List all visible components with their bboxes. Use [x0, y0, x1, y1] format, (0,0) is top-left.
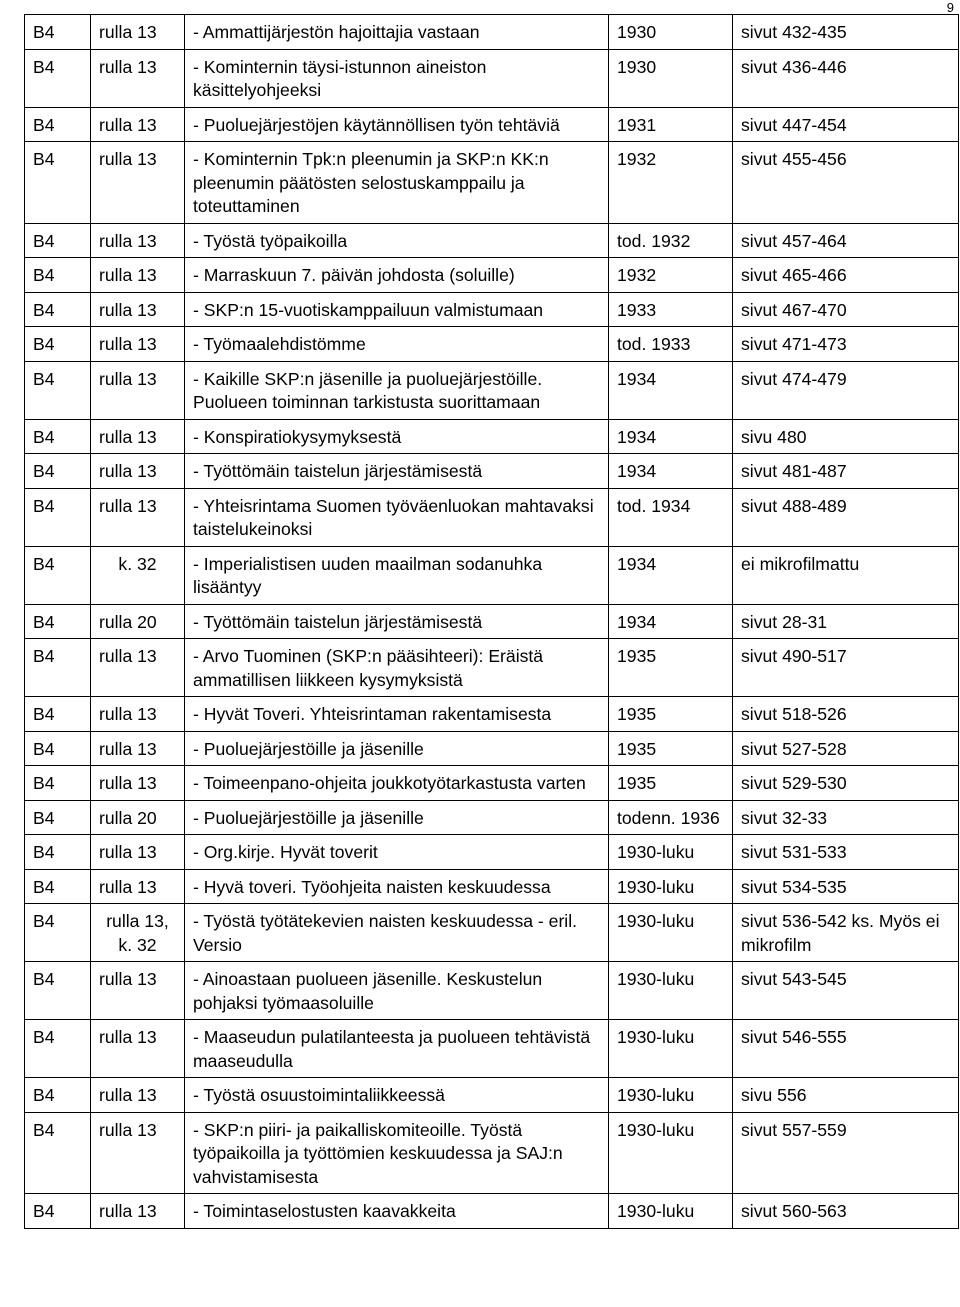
pages-cell: sivut 527-528: [733, 731, 959, 766]
table-row: [25, 419, 959, 454]
title-cell: - Imperialistisen uuden maailman sodanuhka lisääntyy: [185, 546, 609, 604]
year-cell: 1934: [609, 546, 733, 604]
table-row: [25, 361, 959, 419]
box-cell: B4: [25, 604, 91, 639]
reel-cell: rulla 13: [91, 361, 185, 419]
reel-cell: rulla 13: [91, 292, 185, 327]
title-cell: - Kominternin Tpk:n pleenumin ja SKP:n KK:n pleenumin päätösten selostuskamppailu ja toteuttaminen: [185, 142, 609, 224]
table-row: [25, 904, 959, 962]
box-cell: B4: [25, 258, 91, 293]
pages-cell: sivut 518-526: [733, 697, 959, 732]
title-cell: - Työttömäin taistelun järjestämisestä: [185, 454, 609, 489]
pages-cell: sivu 556: [733, 1078, 959, 1113]
year-cell: 1932: [609, 142, 733, 224]
table-row: [25, 766, 959, 801]
box-cell: B4: [25, 488, 91, 546]
year-cell: 1930-luku: [609, 1078, 733, 1113]
table-row: [25, 142, 959, 224]
title-cell: - SKP:n piiri- ja paikalliskomiteoille. Työstä työpaikoilla ja työttömien keskuudessa ja SAJ:n vahvistamisesta: [185, 1112, 609, 1194]
box-cell: B4: [25, 962, 91, 1020]
year-cell: 1930-luku: [609, 869, 733, 904]
year-cell: 1934: [609, 361, 733, 419]
reel-cell: rulla 13: [91, 766, 185, 801]
pages-cell: sivut 534-535: [733, 869, 959, 904]
pages-cell: sivut 447-454: [733, 107, 959, 142]
year-cell: 1933: [609, 292, 733, 327]
table-row: [25, 107, 959, 142]
table-row: [25, 1078, 959, 1113]
pages-cell: sivut 543-545: [733, 962, 959, 1020]
box-cell: B4: [25, 731, 91, 766]
table-row: [25, 697, 959, 732]
year-cell: 1930: [609, 15, 733, 50]
table-row: [25, 1112, 959, 1194]
year-cell: 1931: [609, 107, 733, 142]
reel-cell: rulla 13: [91, 258, 185, 293]
table-row: [25, 1020, 959, 1078]
box-cell: B4: [25, 904, 91, 962]
reel-cell: rulla 13: [91, 327, 185, 362]
pages-cell: sivut 536-542 ks. Myös ei mikrofilm: [733, 904, 959, 962]
pages-cell: sivut 560-563: [733, 1194, 959, 1229]
pages-cell: sivut 455-456: [733, 142, 959, 224]
box-cell: B4: [25, 1078, 91, 1113]
year-cell: 1935: [609, 766, 733, 801]
pages-cell: sivu 480: [733, 419, 959, 454]
table-row: [25, 49, 959, 107]
box-cell: B4: [25, 142, 91, 224]
table-row: [25, 962, 959, 1020]
table-row: [25, 223, 959, 258]
table-row: [25, 546, 959, 604]
reel-cell: rulla 13: [91, 869, 185, 904]
title-cell: - Arvo Tuominen (SKP:n pääsihteeri): Eräistä ammatillisen liikkeen kysymyksistä: [185, 639, 609, 697]
box-cell: B4: [25, 1112, 91, 1194]
reel-cell: rulla 20: [91, 800, 185, 835]
table-row: [25, 869, 959, 904]
year-cell: 1930-luku: [609, 1194, 733, 1229]
box-cell: B4: [25, 292, 91, 327]
table-row: [25, 454, 959, 489]
pages-cell: sivut 465-466: [733, 258, 959, 293]
title-cell: - Puoluejärjestöille ja jäsenille: [185, 731, 609, 766]
pages-cell: sivut 531-533: [733, 835, 959, 870]
reel-cell: rulla 13, k. 32: [91, 904, 185, 962]
title-cell: - Org.kirje. Hyvät toverit: [185, 835, 609, 870]
reel-cell: rulla 13: [91, 1112, 185, 1194]
box-cell: B4: [25, 546, 91, 604]
page-number: 9: [946, 0, 954, 15]
table-row: [25, 639, 959, 697]
year-cell: 1930-luku: [609, 1020, 733, 1078]
reel-cell: rulla 13: [91, 1194, 185, 1229]
reel-cell: k. 32: [91, 546, 185, 604]
reel-cell: rulla 13: [91, 419, 185, 454]
pages-cell: sivut 474-479: [733, 361, 959, 419]
year-cell: 1934: [609, 604, 733, 639]
title-cell: - Ammattijärjestön hajoittajia vastaan: [185, 15, 609, 50]
table-row: [25, 1194, 959, 1229]
title-cell: - SKP:n 15-vuotiskamppailuun valmistumaan: [185, 292, 609, 327]
pages-cell: sivut 471-473: [733, 327, 959, 362]
table-row: [25, 835, 959, 870]
reel-cell: rulla 13: [91, 15, 185, 50]
box-cell: B4: [25, 223, 91, 258]
title-cell: - Hyvä toveri. Työohjeita naisten keskuudessa: [185, 869, 609, 904]
reel-cell: rulla 20: [91, 604, 185, 639]
reel-cell: rulla 13: [91, 835, 185, 870]
box-cell: B4: [25, 835, 91, 870]
year-cell: 1934: [609, 419, 733, 454]
box-cell: B4: [25, 49, 91, 107]
reel-cell: rulla 13: [91, 107, 185, 142]
table-row: [25, 604, 959, 639]
pages-cell: sivut 529-530: [733, 766, 959, 801]
table-row: [25, 327, 959, 362]
pages-cell: sivut 490-517: [733, 639, 959, 697]
title-cell: - Puoluejärjestöjen käytännöllisen työn tehtäviä: [185, 107, 609, 142]
title-cell: - Marraskuun 7. päivän johdosta (soluille): [185, 258, 609, 293]
reel-cell: rulla 13: [91, 639, 185, 697]
title-cell: - Työstä työpaikoilla: [185, 223, 609, 258]
reel-cell: rulla 13: [91, 1020, 185, 1078]
box-cell: B4: [25, 800, 91, 835]
box-cell: B4: [25, 766, 91, 801]
pages-cell: sivut 557-559: [733, 1112, 959, 1194]
year-cell: 1935: [609, 639, 733, 697]
archive-index-table: [24, 14, 959, 1229]
title-cell: - Työstä osuustoimintaliikkeessä: [185, 1078, 609, 1113]
table-row: [25, 258, 959, 293]
title-cell: - Toimintaselostusten kaavakkeita: [185, 1194, 609, 1229]
reel-cell: rulla 13: [91, 223, 185, 258]
table-body: [25, 15, 959, 1229]
reel-cell: rulla 13: [91, 1078, 185, 1113]
title-cell: - Puoluejärjestöille ja jäsenille: [185, 800, 609, 835]
year-cell: 1932: [609, 258, 733, 293]
pages-cell: sivut 32-33: [733, 800, 959, 835]
box-cell: B4: [25, 639, 91, 697]
reel-cell: rulla 13: [91, 488, 185, 546]
title-cell: - Maaseudun pulatilanteesta ja puolueen tehtävistä maaseudulla: [185, 1020, 609, 1078]
title-cell: - Työstä työtätekevien naisten keskuudessa - eril. Versio: [185, 904, 609, 962]
title-cell: - Kaikille SKP:n jäsenille ja puoluejärjestöille. Puolueen toiminnan tarkistusta suorittamaan: [185, 361, 609, 419]
box-cell: B4: [25, 327, 91, 362]
box-cell: B4: [25, 361, 91, 419]
pages-cell: ei mikrofilmattu: [733, 546, 959, 604]
reel-cell: rulla 13: [91, 962, 185, 1020]
reel-cell: rulla 13: [91, 49, 185, 107]
year-cell: 1930-luku: [609, 1112, 733, 1194]
reel-cell: rulla 13: [91, 697, 185, 732]
box-cell: B4: [25, 1020, 91, 1078]
pages-cell: sivut 432-435: [733, 15, 959, 50]
pages-cell: sivut 436-446: [733, 49, 959, 107]
title-cell: - Kominternin täysi-istunnon aineiston käsittelyohjeeksi: [185, 49, 609, 107]
table-row: [25, 488, 959, 546]
title-cell: - Toimeenpano-ohjeita joukkotyötarkastusta varten: [185, 766, 609, 801]
box-cell: B4: [25, 107, 91, 142]
table-row: [25, 731, 959, 766]
title-cell: - Työmaalehdistömme: [185, 327, 609, 362]
year-cell: tod. 1934: [609, 488, 733, 546]
title-cell: - Yhteisrintama Suomen työväenluokan mahtavaksi taistelukeinoksi: [185, 488, 609, 546]
year-cell: 1930-luku: [609, 835, 733, 870]
box-cell: B4: [25, 1194, 91, 1229]
pages-cell: sivut 546-555: [733, 1020, 959, 1078]
year-cell: 1930-luku: [609, 962, 733, 1020]
year-cell: 1934: [609, 454, 733, 489]
title-cell: - Työttömäin taistelun järjestämisestä: [185, 604, 609, 639]
reel-cell: rulla 13: [91, 731, 185, 766]
year-cell: 1930: [609, 49, 733, 107]
title-cell: - Hyvät Toveri. Yhteisrintaman rakentamisesta: [185, 697, 609, 732]
reel-cell: rulla 13: [91, 454, 185, 489]
pages-cell: sivut 467-470: [733, 292, 959, 327]
box-cell: B4: [25, 697, 91, 732]
year-cell: 1935: [609, 697, 733, 732]
pages-cell: sivut 457-464: [733, 223, 959, 258]
title-cell: - Ainoastaan puolueen jäsenille. Keskustelun pohjaksi työmaasoluille: [185, 962, 609, 1020]
box-cell: B4: [25, 869, 91, 904]
table-row: [25, 15, 959, 50]
year-cell: tod. 1932: [609, 223, 733, 258]
pages-cell: sivut 488-489: [733, 488, 959, 546]
box-cell: B4: [25, 454, 91, 489]
year-cell: 1930-luku: [609, 904, 733, 962]
box-cell: B4: [25, 419, 91, 454]
pages-cell: sivut 481-487: [733, 454, 959, 489]
table-row: [25, 292, 959, 327]
table-row: [25, 800, 959, 835]
pages-cell: sivut 28-31: [733, 604, 959, 639]
year-cell: todenn. 1936: [609, 800, 733, 835]
year-cell: tod. 1933: [609, 327, 733, 362]
title-cell: - Konspiratiokysymyksestä: [185, 419, 609, 454]
box-cell: B4: [25, 15, 91, 50]
year-cell: 1935: [609, 731, 733, 766]
reel-cell: rulla 13: [91, 142, 185, 224]
